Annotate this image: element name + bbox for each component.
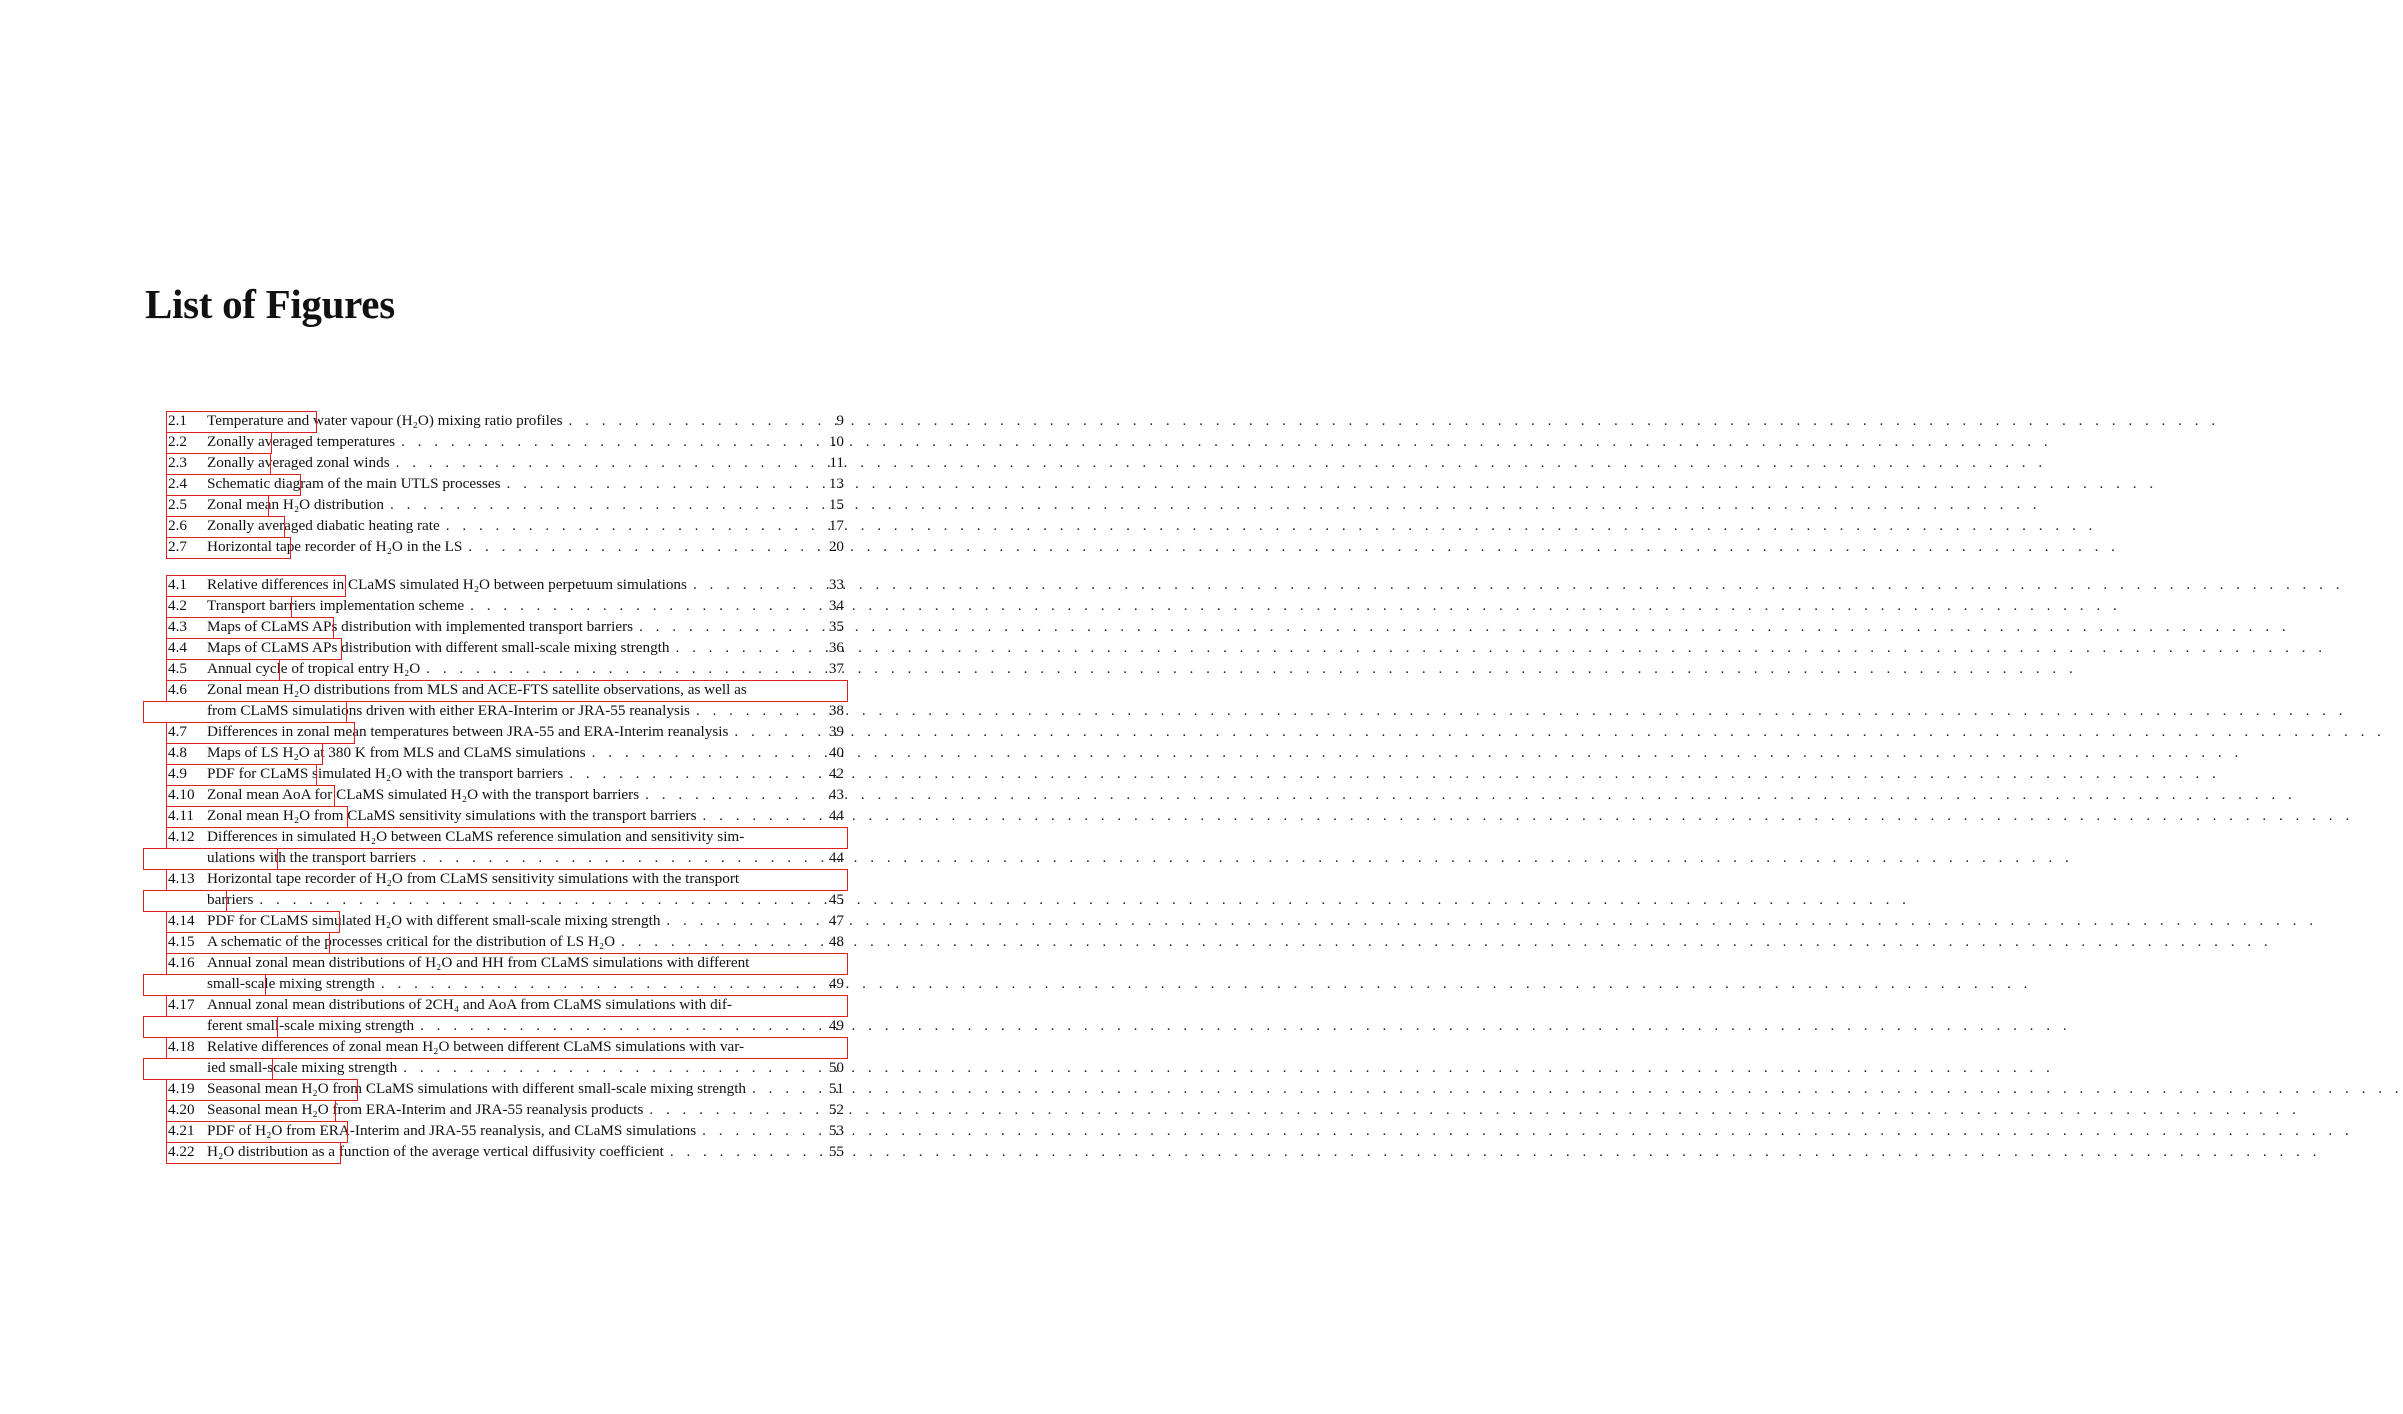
leader-dots (660, 910, 812, 931)
figure-entry-line (168, 431, 844, 452)
figure-page-number[interactable]: 10 (828, 433, 844, 450)
figure-entry-line (168, 826, 844, 847)
figure-title[interactable]: ied small-scale mixing strength (207, 1059, 398, 1076)
leader-dots (420, 658, 812, 679)
figure-title[interactable]: Zonal mean H₂O distributions from MLS and ACE-FTS satellite observations, as well as (207, 681, 747, 698)
figure-entry[interactable] (168, 826, 844, 868)
figure-entry-line (168, 931, 844, 952)
figure-title[interactable]: Horizontal tape recorder of H₂O in the LS (207, 538, 463, 555)
figure-entry[interactable] (168, 763, 844, 784)
leader-dots (462, 536, 812, 557)
figure-page-number[interactable]: 45 (828, 891, 844, 908)
figure-entry[interactable] (168, 452, 844, 473)
figure-number[interactable]: 2.3 (168, 454, 187, 471)
figure-title[interactable]: Zonal mean H₂O distribution (207, 496, 384, 513)
figure-entry[interactable] (168, 910, 844, 931)
leader-dots (253, 889, 812, 910)
figure-number[interactable]: 4.22 (168, 1143, 195, 1160)
figure-title[interactable]: PDF for CLaMS simulated H₂O with the transport barriers (207, 765, 564, 782)
leader-dots (615, 931, 812, 952)
figure-page-number[interactable]: 37 (828, 660, 844, 677)
figure-title[interactable]: Zonal mean AoA for CLaMS simulated H₂O with the transport barriers (207, 786, 640, 803)
figure-entry-line (168, 616, 844, 637)
figure-entry-line (168, 700, 844, 721)
figure-number[interactable]: 4.21 (168, 1122, 195, 1139)
leader-dots (664, 1141, 812, 1162)
figure-entry-line (168, 973, 844, 994)
leader-dots (697, 805, 812, 826)
figure-page-number[interactable]: 40 (828, 744, 844, 761)
page-title: List of Figures (145, 281, 395, 327)
figure-title[interactable]: Horizontal tape recorder of H₂O from CLaMS sensitivity simulations with the transport (207, 870, 740, 887)
figure-page-number[interactable]: 34 (828, 597, 844, 614)
figure-entry-line (168, 1120, 844, 1141)
figure-page-number[interactable]: 49 (828, 1017, 844, 1034)
figure-entry[interactable] (168, 515, 844, 536)
figure-title[interactable]: ferent small-scale mixing strength (207, 1017, 415, 1034)
figure-title[interactable]: Maps of CLaMS APs distribution with implemented transport barriers (207, 618, 634, 635)
list-of-figures (168, 410, 844, 1162)
figure-title[interactable]: Differences in zonal mean temperatures between JRA-55 and ERA-Interim reanalysis (207, 723, 729, 740)
figure-entry-line (168, 637, 844, 658)
figure-entry[interactable] (168, 931, 844, 952)
figure-entry-line (168, 847, 844, 868)
figure-entry-line (168, 473, 844, 494)
figure-entry[interactable] (168, 1099, 844, 1120)
leader-dots (384, 494, 812, 515)
figure-page-number[interactable]: 33 (828, 576, 844, 593)
figure-title[interactable]: small-scale mixing strength (207, 975, 375, 992)
figure-entry[interactable] (168, 536, 844, 557)
leader-dots (669, 637, 812, 658)
leader-dots (464, 595, 812, 616)
figure-entry-line (168, 910, 844, 931)
figure-entry-line (168, 658, 844, 679)
figure-number[interactable]: 2.4 (168, 475, 187, 492)
figure-title[interactable]: Maps of CLaMS APs distribution with different small-scale mixing strength (207, 639, 670, 656)
figure-number[interactable]: 4.10 (168, 786, 195, 803)
figure-page-number[interactable]: 9 (836, 412, 844, 429)
figure-number[interactable]: 2.5 (168, 496, 187, 513)
figure-entry-line (168, 452, 844, 473)
figure-entry-line (168, 1099, 844, 1120)
leader-dots (395, 431, 812, 452)
figure-page-number[interactable]: 48 (828, 933, 844, 950)
figure-number[interactable]: 4.16 (168, 954, 195, 971)
leader-dots (746, 1078, 812, 1099)
figure-entry[interactable] (168, 721, 844, 742)
figure-entry[interactable] (168, 658, 844, 679)
figure-entry-line (168, 721, 844, 742)
figure-page-number[interactable]: 36 (828, 639, 844, 656)
figure-page-number[interactable]: 52 (828, 1101, 844, 1118)
figure-number[interactable]: 4.20 (168, 1101, 195, 1118)
figure-entry-line (168, 1141, 844, 1162)
leader-dots (639, 784, 812, 805)
figure-number[interactable]: 4.7 (168, 723, 187, 740)
figure-title[interactable]: Seasonal mean H₂O from ERA-Interim and JRA-55 reanalysis products (207, 1101, 644, 1118)
figure-number[interactable]: 4.2 (168, 597, 187, 614)
figure-number[interactable]: 4.12 (168, 828, 195, 845)
figure-title[interactable]: ulations with the transport barriers (207, 849, 417, 866)
figure-entry[interactable] (168, 595, 844, 616)
figure-page-number[interactable]: 53 (828, 1122, 844, 1139)
leader-dots (375, 973, 812, 994)
figure-entry-line (168, 1036, 844, 1057)
figure-page-number[interactable]: 39 (828, 723, 844, 740)
leader-dots (728, 721, 812, 742)
figure-page-number[interactable]: 47 (828, 912, 844, 929)
figure-title[interactable]: A schematic of the processes critical for the distribution of LS H₂O (207, 933, 616, 950)
figure-page-number[interactable]: 49 (828, 975, 844, 992)
figure-entry[interactable] (168, 494, 844, 515)
figure-title[interactable]: Maps of LS H₂O at 380 K from MLS and CLaMS simulations (207, 744, 586, 761)
figure-group (168, 574, 844, 1162)
figure-title[interactable]: Zonally averaged temperatures (207, 433, 396, 450)
figure-page-number[interactable]: 15 (828, 496, 844, 513)
leader-dots (390, 452, 812, 473)
figure-number[interactable]: 4.15 (168, 933, 195, 950)
figure-page-number[interactable]: 38 (828, 702, 844, 719)
leader-dots (397, 1057, 812, 1078)
figure-page-number[interactable]: 50 (828, 1059, 844, 1076)
figure-entry-line (168, 410, 844, 431)
figure-title[interactable]: Zonally averaged diabatic heating rate (207, 517, 440, 534)
figure-number[interactable]: 4.6 (168, 681, 187, 698)
figure-number[interactable]: 4.3 (168, 618, 187, 635)
figure-title[interactable]: Temperature and water vapour (H₂O) mixing ratio profiles (207, 412, 563, 429)
figure-entry-line (168, 494, 844, 515)
figure-entry-line (168, 889, 844, 910)
figure-entry[interactable] (168, 784, 844, 805)
figure-entry[interactable] (168, 994, 844, 1036)
figure-entry[interactable] (168, 1078, 844, 1099)
figure-entry[interactable] (168, 616, 844, 637)
figure-title[interactable]: Differences in simulated H₂O between CLaMS reference simulation and sensitivity sim- (207, 828, 745, 845)
figure-entry-line (168, 994, 844, 1015)
leader-dots (633, 616, 812, 637)
figure-page-number[interactable]: 51 (828, 1080, 844, 1097)
figure-entry[interactable] (168, 473, 844, 494)
figure-group (168, 410, 844, 557)
figure-entry-line (168, 742, 844, 763)
figure-entry[interactable] (168, 637, 844, 658)
figure-page-number[interactable]: 43 (828, 786, 844, 803)
figure-title[interactable]: Zonal mean H₂O from CLaMS sensitivity simulations with the transport barriers (207, 807, 697, 824)
figure-entry-line (168, 868, 844, 889)
figure-title[interactable]: Annual cycle of tropical entry H₂O (207, 660, 421, 677)
figure-title[interactable]: from CLaMS simulations driven with either ERA-Interim or JRA-55 reanalysis (207, 702, 690, 719)
figure-page-number[interactable]: 44 (828, 849, 844, 866)
leader-dots (687, 574, 812, 595)
figure-entry-line (168, 515, 844, 536)
figure-number[interactable]: 2.1 (168, 412, 187, 429)
figure-page-number[interactable]: 44 (828, 807, 844, 824)
figure-number[interactable]: 2.7 (168, 538, 187, 555)
figure-number[interactable]: 4.5 (168, 660, 187, 677)
figure-title[interactable]: Relative differences in CLaMS simulated H₂O between perpetuum simulations (207, 576, 687, 593)
leader-dots (414, 1015, 812, 1036)
leader-dots (501, 473, 812, 494)
figure-title[interactable]: Transport barriers implementation scheme (207, 597, 465, 614)
figure-title[interactable]: barriers (207, 891, 254, 908)
figure-entry[interactable] (168, 742, 844, 763)
figure-title[interactable]: PDF for CLaMS simulated H₂O with different small-scale mixing strength (207, 912, 661, 929)
figure-entry-line (168, 595, 844, 616)
figure-number[interactable]: 2.6 (168, 517, 187, 534)
figure-entry-line (168, 536, 844, 557)
figure-title[interactable]: H₂O distribution as a function of the average vertical diffusivity coefficient (207, 1143, 664, 1160)
figure-page-number[interactable]: 42 (828, 765, 844, 782)
figure-entry-line (168, 784, 844, 805)
figure-title[interactable]: Seasonal mean H₂O from CLaMS simulations with different small-scale mixing strength (207, 1080, 747, 1097)
figure-entry[interactable] (168, 431, 844, 452)
leader-dots (643, 1099, 812, 1120)
figure-number[interactable]: 4.13 (168, 870, 195, 887)
figure-number[interactable]: 4.19 (168, 1080, 195, 1097)
figure-page-number[interactable]: 35 (828, 618, 844, 635)
figure-page-number[interactable]: 13 (828, 475, 844, 492)
figure-entry[interactable] (168, 1141, 844, 1162)
leader-dots (416, 847, 812, 868)
figure-entry[interactable] (168, 1120, 844, 1141)
figure-number[interactable]: 4.9 (168, 765, 187, 782)
leader-dots (563, 410, 812, 431)
figure-entry-line (168, 574, 844, 595)
leader-dots (586, 742, 812, 763)
figure-entry-line (168, 1057, 844, 1078)
figure-entry[interactable] (168, 574, 844, 595)
figure-number[interactable]: 2.2 (168, 433, 187, 450)
figure-page-number[interactable]: 20 (828, 538, 844, 555)
figure-title[interactable]: PDF of H₂O from ERA-Interim and JRA-55 reanalysis, and CLaMS simulations (207, 1122, 697, 1139)
figure-number[interactable]: 4.17 (168, 996, 195, 1013)
figure-number[interactable]: 4.1 (168, 576, 187, 593)
figure-title[interactable]: Annual zonal mean distributions of 2CH₄ and AoA from CLaMS simulations with dif- (207, 996, 732, 1013)
figure-entry-line (168, 1078, 844, 1099)
figure-entry[interactable] (168, 805, 844, 826)
figure-entry[interactable] (168, 868, 844, 910)
leader-dots (563, 763, 812, 784)
figure-title[interactable]: Relative differences of zonal mean H₂O between different CLaMS simulations with var- (207, 1038, 745, 1055)
figure-number[interactable]: 4.14 (168, 912, 195, 929)
figure-entry[interactable] (168, 679, 844, 721)
figure-entry-line (168, 952, 844, 973)
figure-entry-line (168, 805, 844, 826)
figure-entry-line (168, 763, 844, 784)
figure-page-number[interactable]: 55 (828, 1143, 844, 1160)
figure-page-number[interactable]: 17 (828, 517, 844, 534)
figure-entry-line (168, 1015, 844, 1036)
figure-title[interactable]: Zonally averaged zonal winds (207, 454, 390, 471)
figure-number[interactable]: 4.8 (168, 744, 187, 761)
figure-number[interactable]: 4.4 (168, 639, 187, 656)
figure-entry[interactable] (168, 410, 844, 431)
figure-entry[interactable] (168, 1036, 844, 1078)
figure-title[interactable]: Schematic diagram of the main UTLS processes (207, 475, 501, 492)
leader-dots (690, 700, 812, 721)
leader-dots (440, 515, 812, 536)
figure-page-number[interactable]: 11 (829, 454, 844, 471)
figure-number[interactable]: 4.18 (168, 1038, 195, 1055)
figure-entry[interactable] (168, 952, 844, 994)
leader-dots (696, 1120, 812, 1141)
figure-title[interactable]: Annual zonal mean distributions of H₂O and HH from CLaMS simulations with different (207, 954, 750, 971)
figure-entry-line (168, 679, 844, 700)
figure-number[interactable]: 4.11 (168, 807, 195, 824)
